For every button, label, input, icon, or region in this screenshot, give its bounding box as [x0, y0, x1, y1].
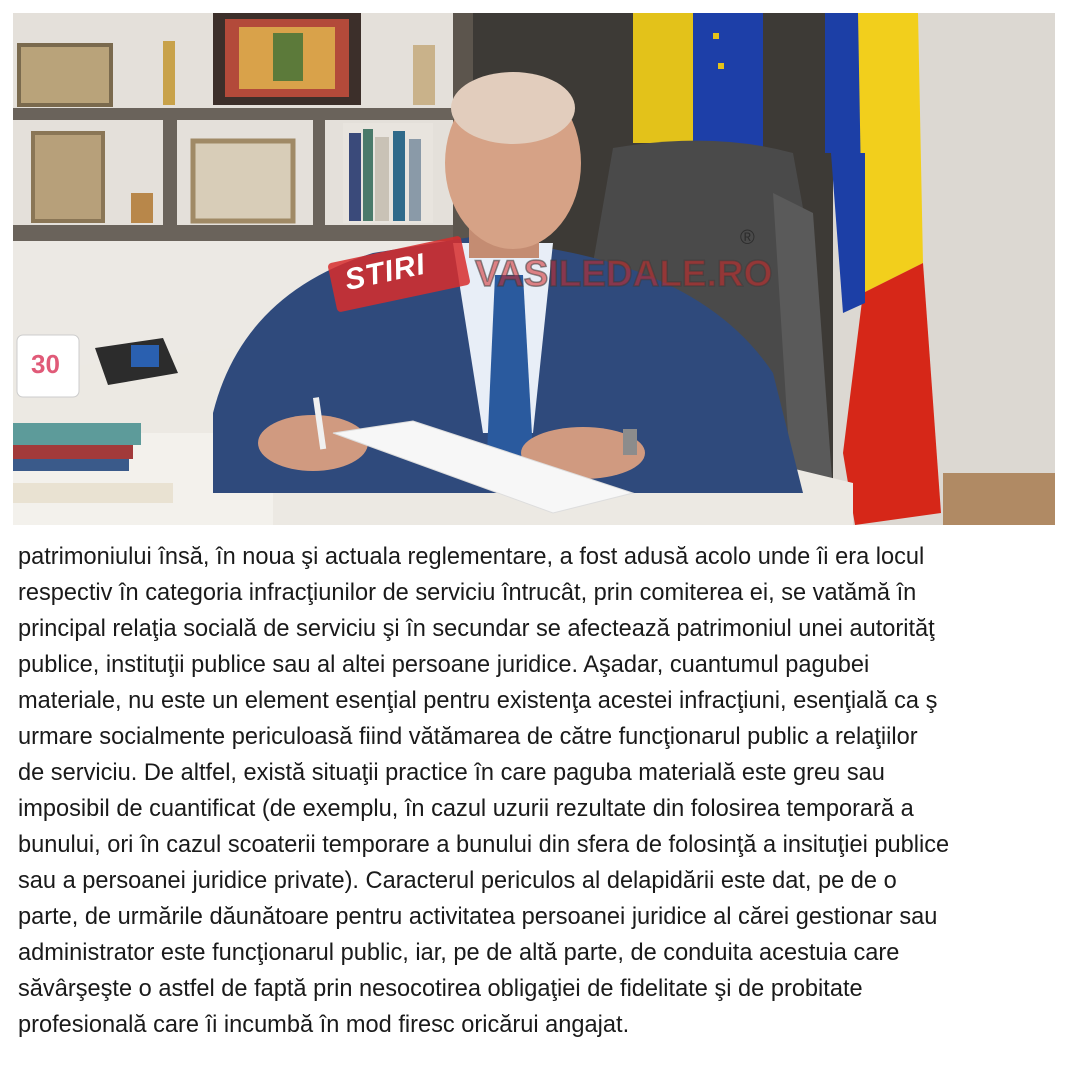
document-line: respectiv în categoria infracţiunilor de serviciu întrucât, prin comiterea ei, se vatămă în [18, 580, 917, 606]
document-line: materiale, nu este un element esenţial pentru existenţa acestei infracţiuni, esenţială ca ş [18, 688, 938, 714]
watermark-registered-mark: ® [740, 227, 755, 249]
document-line: publice, instituţii publice sau al altei persoane juridice. Aşadar, cuantumul pagubei [18, 652, 870, 678]
watermark-badge-label: STIRI [341, 247, 429, 297]
office-photo [13, 13, 1055, 525]
document-line: parte, de urmările dăunătoare pentru activitatea persoanei juridice al cărei gestionar sau [18, 904, 938, 930]
document-line: principal relaţia socială de serviciu şi în secundar se afectează patrimoniul unei autorităţ [18, 616, 935, 642]
watermark-site-name: VASILEDALE.RO [475, 253, 773, 294]
document-line: imposibil de cuantificat (de exemplu, în cazul uzurii rezultate din folosirea temporară a [18, 796, 914, 822]
document-line: urmare socialmente periculoasă fiind vătămarea de către funcţionarul public a relaţiilor [18, 724, 918, 750]
document-line: bunului, ori în cazul scoaterii temporare a bunului din sfera de folosinţă a insituţiei publice [18, 832, 950, 858]
document-line: sau a persoanei juridice private). Caracterul periculos al delapidării este dat, pe de o [18, 868, 897, 894]
document-line: săvârşeşte o astfel de faptă prin nesocotirea obligaţiei de fidelitate şi de probitate [18, 976, 863, 1002]
mug-logo-text: 30 [31, 349, 60, 379]
document-line: profesională care îi incumbă în mod firesc oricărui angajat. [18, 1012, 630, 1038]
document-line: de serviciu. De altfel, există situaţii practice în care paguba materială este greu sau [18, 760, 885, 786]
document-line: administrator este funcţionarul public, iar, pe de altă parte, de conduita acestuia care [18, 940, 900, 966]
document-text-block [0, 540, 1068, 1060]
document-line: patrimoniului însă, în noua şi actuala reglementare, a fost adusă acolo unde îi era locul [18, 544, 925, 570]
